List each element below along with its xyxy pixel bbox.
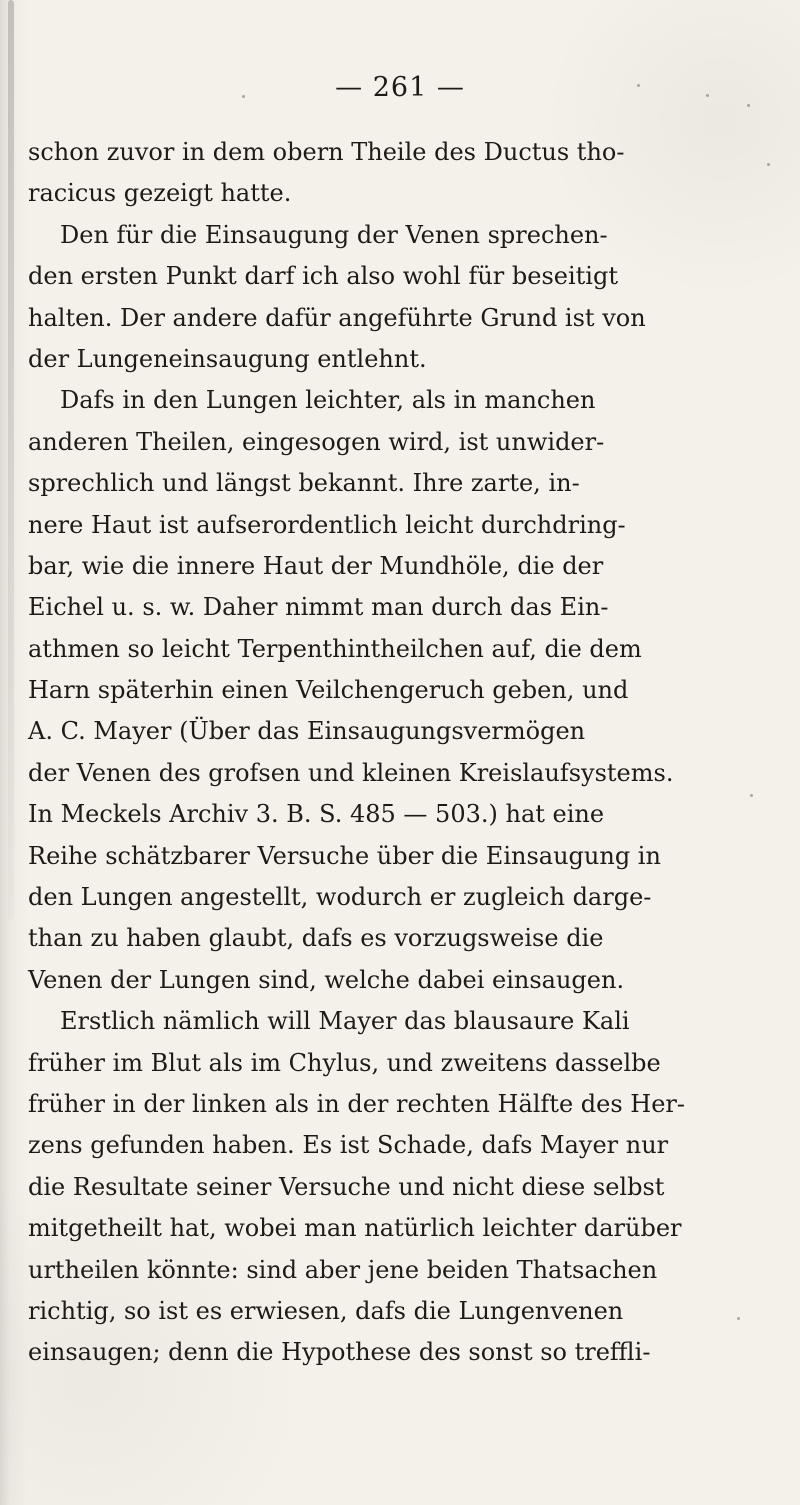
- text-line: Venen der Lungen sind, welche dabei einsaugen.: [28, 965, 625, 994]
- page-number: — 261 —: [335, 72, 465, 103]
- text-line: mitgetheilt hat, wobei man natürlich leichter darüber: [28, 1214, 682, 1243]
- text-line: nere Haut ist aufserordentlich leicht durchdring-: [28, 510, 626, 539]
- text-line: der Lungeneinsaugung entlehnt.: [28, 344, 427, 373]
- text-line: A. C. Mayer (Über das Einsaugungsvermögen: [28, 717, 586, 746]
- text-line: Erstlich nämlich will Mayer das blausaure Kali: [60, 1007, 630, 1036]
- text-line: In Meckels Archiv 3. B. S. 485 — 503.) hat eine: [28, 800, 605, 829]
- text-line: früher im Blut als im Chylus, und zweitens dasselbe: [28, 1048, 661, 1077]
- text-line: richtig, so ist es erwiesen, dafs die Lungenvenen: [28, 1296, 624, 1325]
- text-line: Den für die Einsaugung der Venen sprechen-: [60, 220, 608, 249]
- text-line: sprechlich und längst bekannt. Ihre zarte, in-: [28, 469, 580, 498]
- text-line: den Lungen angestellt, wodurch er zugleich darge-: [28, 883, 652, 912]
- text-line: Dafs in den Lungen leichter, als in manchen: [60, 386, 596, 415]
- text-line: halten. Der andere dafür angeführte Grund ist von: [28, 303, 646, 332]
- text-line: schon zuvor in dem obern Theile des Ductus tho-: [28, 138, 625, 166]
- text-line: den ersten Punkt darf ich also wohl für beseitigt: [28, 262, 618, 291]
- text-line: anderen Theilen, eingesogen wird, ist unwider-: [28, 427, 605, 456]
- text-line: than zu haben glaubt, dafs es vorzugsweise die: [28, 924, 604, 953]
- text-line: Harn späterhin einen Veilchengeruch geben, und: [28, 676, 629, 705]
- paper-speck: [747, 104, 750, 107]
- page-gutter-shadow: [8, 0, 14, 920]
- text-line: urtheilen könnte: sind aber jene beiden Thatsachen: [28, 1255, 658, 1284]
- body-text: [28, 132, 770, 1374]
- text-line: Reihe schätzbarer Versuche über die Einsaugung in: [28, 841, 661, 870]
- text-line: der Venen des grofsen und kleinen Kreislaufsystems.: [28, 758, 674, 787]
- text-line: einsaugen; denn die Hypothese des sonst so treffli-: [28, 1338, 651, 1367]
- text-line: zens gefunden haben. Es ist Schade, dafs Mayer nur: [28, 1131, 669, 1160]
- text-line: Eichel u. s. w. Daher nimmt man durch das Ein-: [28, 593, 609, 622]
- text-line: bar, wie die innere Haut der Mundhöle, die der: [28, 551, 604, 580]
- text-line: racicus gezeigt hatte.: [28, 179, 292, 208]
- text-line: früher in der linken als in der rechten Hälfte des Her-: [28, 1089, 686, 1118]
- text-line: athmen so leicht Terpenthintheilchen auf, die dem: [28, 634, 642, 663]
- text-line: die Resultate seiner Versuche und nicht diese selbst: [28, 1172, 665, 1201]
